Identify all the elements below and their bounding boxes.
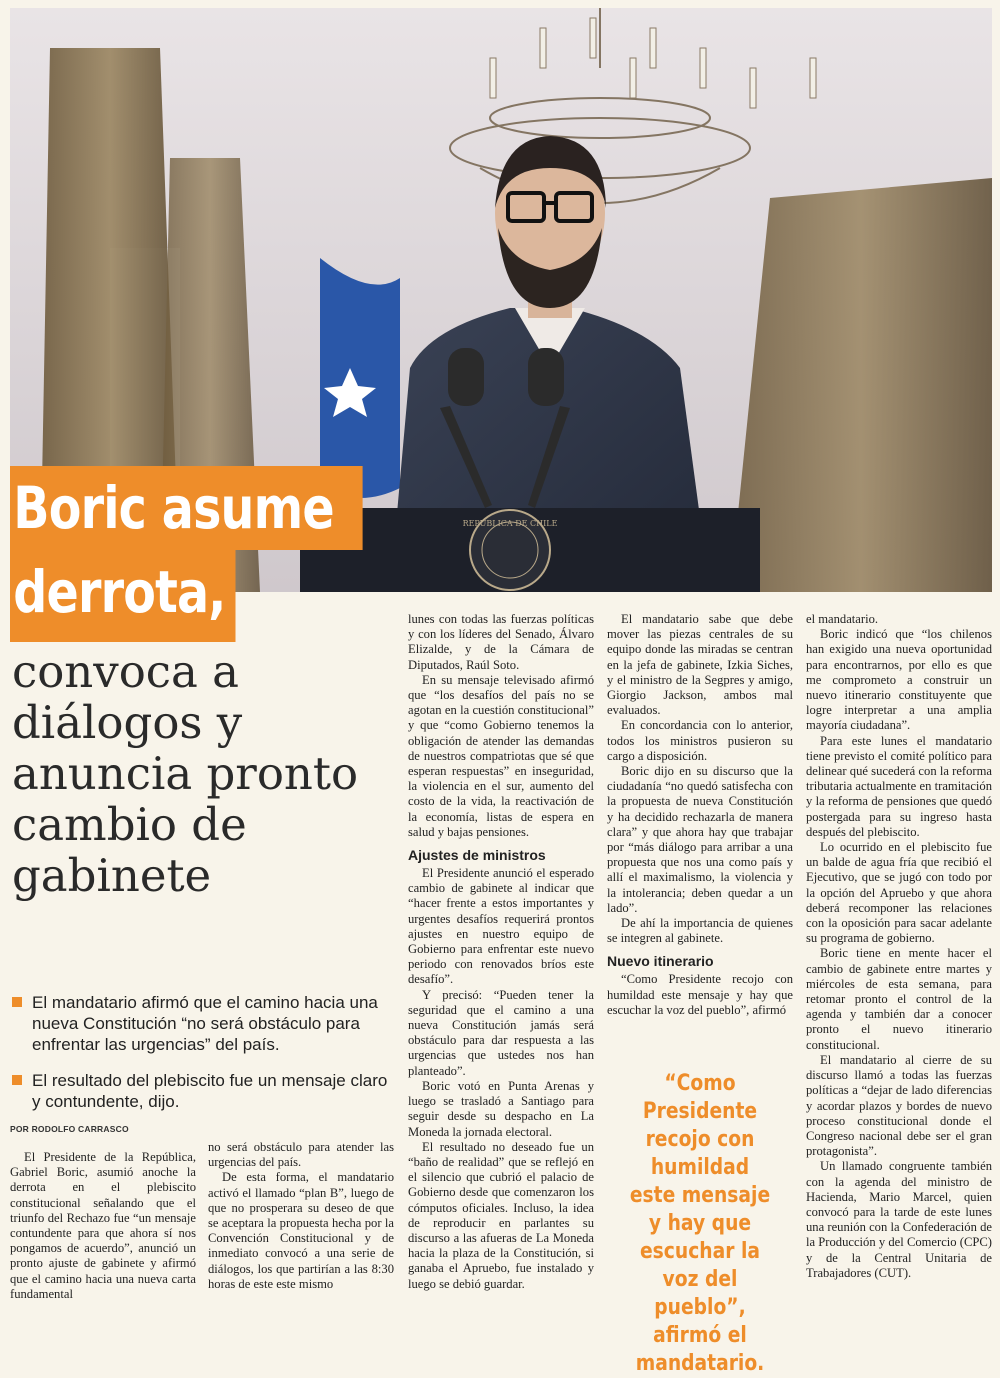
- paragraph: “Como Presidente recojo con humildad este mensaje y hay que escuchar la voz del pueblo”, afirmó: [607, 972, 793, 1017]
- article-column-5: [806, 612, 992, 1281]
- paragraph: En su mensaje televisado afirmó que “los desafíos del país no se agotan en la cuestión constitucional” y que “como Gobierno tenemos la obligación de atender las demandas de nuestros compatriotas que sé que esperan respuestas” en inseguridad, la violencia en el sur, aumento del costo de la vida, la reactivación de la economía, listas de espera en salud y bajas pensiones.: [408, 672, 594, 839]
- paragraph: el mandatario.: [806, 612, 879, 626]
- paragraph: Boric tiene en mente hacer el cambio de gabinete entre martes y miércoles de esta semana, para retomar pronto el control de la agenda y también dar a conocer pronto el nuevo itinerario constitucional.: [806, 946, 992, 1052]
- paragraph: El mandatario al cierre de su discurso llamó a todas las fuerzas políticas a “dejar de lado diferencias y acordar plazos y bordes de nuevo proceso constitucional donde el Congreso nacional debe ser el gran protagonista”.: [806, 1052, 992, 1159]
- subheadline: convoca a diálogos y anuncia pronto cambio de gabinete: [12, 645, 359, 902]
- paragraph: De ahí la importancia de quienes se integren al gabinete.: [607, 916, 793, 946]
- pull-quote: “Como Presidente recojo con humildad este mensaje y hay que escuchar la voz del pueblo”, afirmó el mandatario.: [629, 1071, 771, 1376]
- section-heading: Ajustes de ministros: [408, 847, 546, 864]
- paragraph: Para este lunes el mandatario tiene previsto el comité político para delinear qué sucederá con la reforma tributaria actualmente en tramitación y la reforma de pensiones que quedó postergada para su ingreso hasta después del plebiscito.: [806, 733, 992, 839]
- bullet-square-icon: [12, 1075, 22, 1085]
- paragraph: El Presidente de la República, Gabriel Boric, asumió anoche la derrota en el plebiscito constitucional señalando que el triunfo del Rechazo fue “un mensaje contundente para que ahora sí nos pongamos de acuerdo”, anunció un pronto ajuste de gabinete y afirmó que el camino hacia una nueva carta fundamental: [10, 1150, 196, 1301]
- byline: POR RODOLFO CARRASCO: [10, 1124, 129, 1134]
- paragraph: El mandatario sabe que debe mover las piezas centrales de su equipo donde las miradas se centran en la jefa de gabinete, Izkia Siches, y el ministro de la Segpres y amigo, Giorgio Jackson, ambos mal evaluados.: [607, 612, 793, 718]
- paragraph: no será obstáculo para atender las urgencias del país.: [208, 1140, 394, 1170]
- paragraph: El resultado no deseado fue un “baño de realidad” que se reflejó en el silencio que cubrió el palacio de Gobierno desde que comenzaron los cómputos oficiales. Incluso, la idea de reproducir en parlantes su discurso a las afueras de La Moneda hacia la plaza de la Constitución, si ganaba el Apruebo, fue instalado y luego se debió guardar.: [408, 1139, 594, 1291]
- section-heading: Nuevo itinerario: [607, 953, 714, 970]
- bullet-item: [10, 1070, 396, 1112]
- headline-line-2: derrota,: [10, 550, 236, 642]
- bullet-square-icon: [12, 997, 22, 1007]
- article-column-3: [408, 612, 594, 1292]
- paragraph: Boric indicó que “los chilenos han exigido una nueva oportunidad para encontrarnos, por ello es que me comprometo a construir un nuevo itinerario constituyente que logre interpretar a una amplia mayoría ciudadana”.: [806, 627, 992, 733]
- article-column-2: [208, 1140, 394, 1292]
- bullet-text: El mandatario afirmó que el camino hacia una nueva Constitución “no será obstáculo para enfrentar las urgencias” del país.: [32, 993, 378, 1054]
- paragraph: Boric dijo en su discurso que la ciudadanía “no quedó satisfecha con la propuesta de nueva Constitución y ha decidido rechazarla de manera clara” y que ahora hay que trabajar por “más diálogo para arribar a una propuesta que nos una como país y allí el maximalismo, la violencia y la intolerancia; deben quedar a un lado”.: [607, 764, 793, 915]
- paragraph: El Presidente anunció el esperado cambio de gabinete al indicar que “hacer frente a estos importantes y urgentes desafíos requerirá prontos ajustes en nuestro equipo de Gobierno para enfrentar este nuevo periodo con renovados bríos este desafío”.: [408, 866, 594, 987]
- headline-line-1: Boric asume: [10, 466, 363, 550]
- article-column-1: [10, 1150, 196, 1302]
- paragraph: Boric votó en Punta Arenas y luego se trasladó a Santiago para seguir desde su despacho en La Moneda la jornada electoral.: [408, 1078, 594, 1139]
- paragraph: De esta forma, el mandatario activó el llamado “plan B”, luego de que no prosperara su deseo de que se aceptara la propuesta hecha por la Convención Constitucional y de inmediato convocó a una serie de diálogos, los que partirían a las 8:30 horas de este este mismo: [208, 1170, 394, 1291]
- podium-seal-text: REPUBLICA DE CHILE: [462, 519, 558, 528]
- paragraph: Un llamado congruente también con la agenda del ministro de Hacienda, Mario Marcel, quien convocó para la tarde de este lunes una reunión con la Confederación de la Producción y del Comercio (CPC) y de la Central Unitaria de Trabajadores (CUT).: [806, 1159, 992, 1280]
- paragraph: En concordancia con lo anterior, todos los ministros pusieron su cargo a disposición.: [607, 718, 793, 763]
- paragraph: Lo ocurrido en el plebiscito fue un balde de agua fría que recibió el Ejecutivo, que se jugó con todo por la opción del Apruebo y que ahora deberá recomponer las relaciones con la oposición para sacar adelante su programa de gobierno.: [806, 840, 992, 946]
- bullet-item: [10, 992, 396, 1055]
- paragraph: lunes con todas las fuerzas políticas y con los líderes del Senado, Álvaro Elizalde, y de la Cámara de Diputados, Raúl Soto.: [408, 612, 594, 672]
- summary-bullets: [10, 992, 396, 1127]
- bullet-text: El resultado del plebiscito fue un mensaje claro y contundente, dijo.: [32, 1071, 388, 1111]
- paragraph: Y precisó: “Pueden tener la seguridad que el camino a una nueva Constitución jamás será obstáculo para dar respuesta a las urgencias que ustedes nos han planteado”.: [408, 987, 594, 1078]
- article-column-4: [607, 612, 793, 1018]
